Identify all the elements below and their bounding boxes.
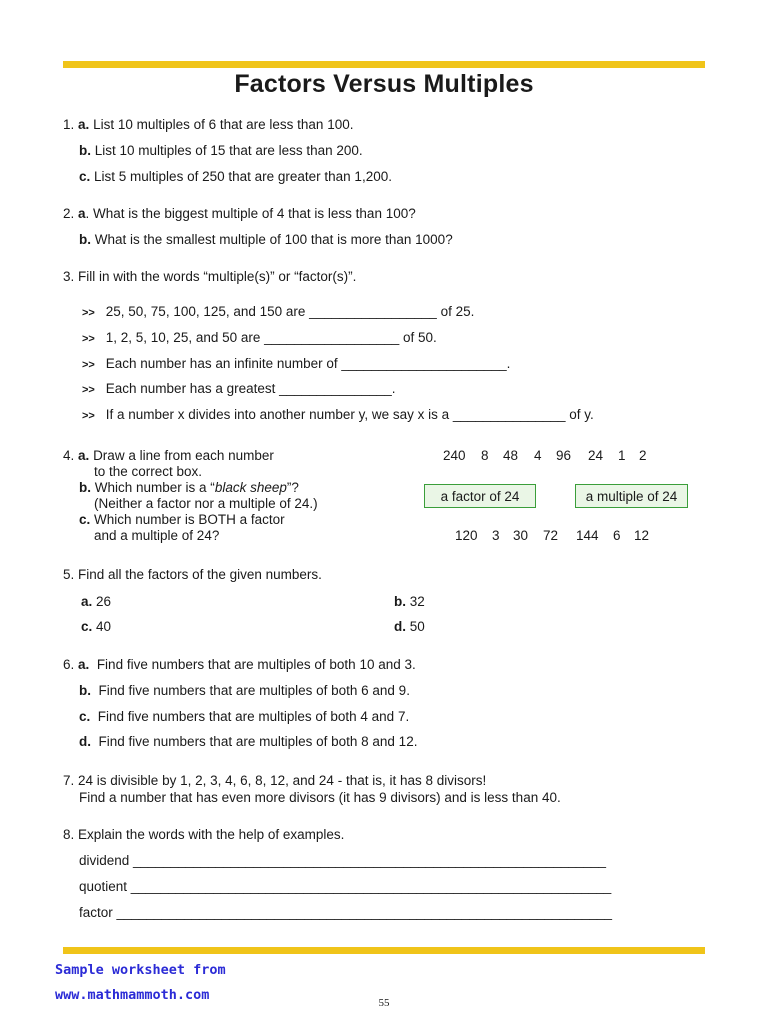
number-item: 240 <box>443 448 466 463</box>
question-5-intro <box>63 567 322 583</box>
part-label: a. <box>78 657 90 672</box>
question-text: Find five numbers that are multiples of both 6 and 9. <box>98 683 410 698</box>
question-number: 2. <box>63 206 75 221</box>
part-label: a. <box>78 448 90 463</box>
question-4-line-c <box>79 512 285 528</box>
question-text: and a multiple of 24? <box>94 528 220 543</box>
question-8-intro <box>63 827 344 843</box>
question-number: 5. <box>63 567 75 582</box>
number-item: 1 <box>618 448 626 463</box>
question-6-line-c <box>79 709 409 725</box>
part-value: 32 <box>409 594 425 609</box>
multiple-box: a multiple of 24 <box>575 484 688 508</box>
part-label: c. <box>79 512 91 527</box>
question-text: Find five numbers that are multiples of both 4 and 7. <box>97 709 410 724</box>
fill-in-text: 25, 50, 75, 100, 125, and 150 are _________________ of 25. <box>105 304 475 319</box>
fill-in-text: Each number has a greatest _______________. <box>105 381 396 396</box>
arrow-bullet-icon: >> <box>82 359 95 371</box>
footer-sample-text: Sample worksheet from <box>55 962 226 978</box>
quotient-answer-line: quotient ________________________________________________________________ <box>79 879 612 894</box>
factor-box: a factor of 24 <box>424 484 536 508</box>
part-label: a <box>78 206 86 221</box>
fill-in-text: 1, 2, 5, 10, 25, and 50 are __________________ of 50. <box>105 330 437 345</box>
question-text: What is the smallest multiple of 100 that is more than 1000? <box>94 232 453 247</box>
part-label: c. <box>79 709 91 724</box>
question-number: 1. <box>63 117 75 132</box>
question-1-line-b <box>79 143 363 159</box>
number-item: 24 <box>588 448 604 463</box>
question-text: Draw a line from each number <box>93 448 274 463</box>
question-6-line-b <box>79 683 410 699</box>
number-item: 48 <box>503 448 519 463</box>
number-item: 2 <box>639 448 647 463</box>
question-text: Which number is BOTH a factor <box>94 512 285 527</box>
fill-in-text: If a number x divides into another number y, we say x is a _______________ of y. <box>105 407 594 422</box>
part-label: d. <box>79 734 91 749</box>
number-item: 72 <box>543 528 559 543</box>
question-5-part-d <box>394 619 425 635</box>
question-text: List 10 multiples of 6 that are less than 100. <box>93 117 354 132</box>
question-6-line-d <box>79 734 417 750</box>
part-label: d. <box>394 619 406 634</box>
part-value: 26 <box>96 594 112 609</box>
part-label: b. <box>79 683 91 698</box>
question-2-line-b <box>79 232 453 248</box>
bottom-number-row <box>455 528 649 544</box>
bottom-rule <box>63 947 705 954</box>
question-4-line-a <box>63 448 274 464</box>
top-rule <box>63 61 705 68</box>
number-item: 3 <box>492 528 500 543</box>
part-value: 50 <box>409 619 425 634</box>
number-item: 4 <box>534 448 542 463</box>
question-7-line-1 <box>63 773 486 789</box>
question-number: 6. <box>63 657 75 672</box>
question-text-emphasis: black sheep <box>214 480 287 495</box>
question-3-intro <box>63 269 356 285</box>
number-item: 120 <box>455 528 478 543</box>
number-item: 12 <box>634 528 650 543</box>
question-text: (Neither a factor nor a multiple of 24.) <box>94 496 318 511</box>
question-6-line-a <box>63 657 416 673</box>
fill-in-line-2 <box>82 330 437 347</box>
number-item: 30 <box>513 528 529 543</box>
arrow-bullet-icon: >> <box>82 384 95 396</box>
question-text: 24 is divisible by 1, 2, 3, 4, 6, 8, 12, and 24 - that is, it has 8 divisors! <box>78 773 487 788</box>
part-label: a. <box>81 594 93 609</box>
question-text: Find all the factors of the given numbers. <box>78 567 322 582</box>
question-text: List 5 multiples of 250 that are greater than 1,200. <box>94 169 392 184</box>
question-text: Find five numbers that are multiples of both 8 and 12. <box>98 734 418 749</box>
number-item: 8 <box>481 448 489 463</box>
fill-in-line-5 <box>82 407 594 424</box>
footer-website-link[interactable]: www.mathmammoth.com <box>55 987 210 1003</box>
fill-in-line-4 <box>82 381 396 398</box>
page-number: 55 <box>378 997 390 1009</box>
question-text: Explain the words with the help of examples. <box>78 827 345 842</box>
question-text-post: ”? <box>286 480 299 495</box>
question-number: 4. <box>63 448 75 463</box>
part-label: c. <box>79 169 91 184</box>
question-5-part-b <box>394 594 425 610</box>
part-label: b. <box>79 232 91 247</box>
question-5-part-c <box>81 619 111 635</box>
question-1-line-c <box>79 169 392 185</box>
question-1-line-a <box>63 117 353 133</box>
part-label: a. <box>78 117 90 132</box>
page-title: Factors Versus Multiples <box>234 70 534 98</box>
question-text: Find five numbers that are multiples of both 10 and 3. <box>96 657 416 672</box>
question-5-part-a <box>81 594 111 610</box>
question-text: List 10 multiples of 15 that are less than 200. <box>94 143 363 158</box>
fill-in-line-3 <box>82 356 510 373</box>
fill-in-line-1 <box>82 304 474 321</box>
part-value: 40 <box>96 619 112 634</box>
question-number: 8. <box>63 827 75 842</box>
factor-answer-line: factor __________________________________________________________________ <box>79 905 613 920</box>
question-number: 7. <box>63 773 75 788</box>
dividend-answer-line: dividend _______________________________________________________________ <box>79 853 607 868</box>
part-label: b. <box>394 594 406 609</box>
number-item: 144 <box>576 528 599 543</box>
question-text: Fill in with the words “multiple(s)” or “factor(s)”. <box>78 269 357 284</box>
question-text: to the correct box. <box>94 464 203 479</box>
question-text: Find a number that has even more divisors (it has 9 divisors) and is less than 40. <box>79 790 561 805</box>
question-text-pre: Which number is a “ <box>94 480 215 495</box>
part-label: b. <box>79 480 91 495</box>
question-text: . What is the biggest multiple of 4 that is less than 100? <box>85 206 416 221</box>
arrow-bullet-icon: >> <box>82 410 95 422</box>
question-2-line-a <box>63 206 416 222</box>
number-item: 96 <box>556 448 572 463</box>
part-label: c. <box>81 619 93 634</box>
fill-in-text: Each number has an infinite number of ______________________. <box>105 356 511 371</box>
arrow-bullet-icon: >> <box>82 333 95 345</box>
top-number-row <box>443 448 647 464</box>
arrow-bullet-icon: >> <box>82 307 95 319</box>
question-number: 3. <box>63 269 75 284</box>
part-label: b. <box>79 143 91 158</box>
question-4-line-b <box>79 480 299 496</box>
number-item: 6 <box>613 528 621 543</box>
